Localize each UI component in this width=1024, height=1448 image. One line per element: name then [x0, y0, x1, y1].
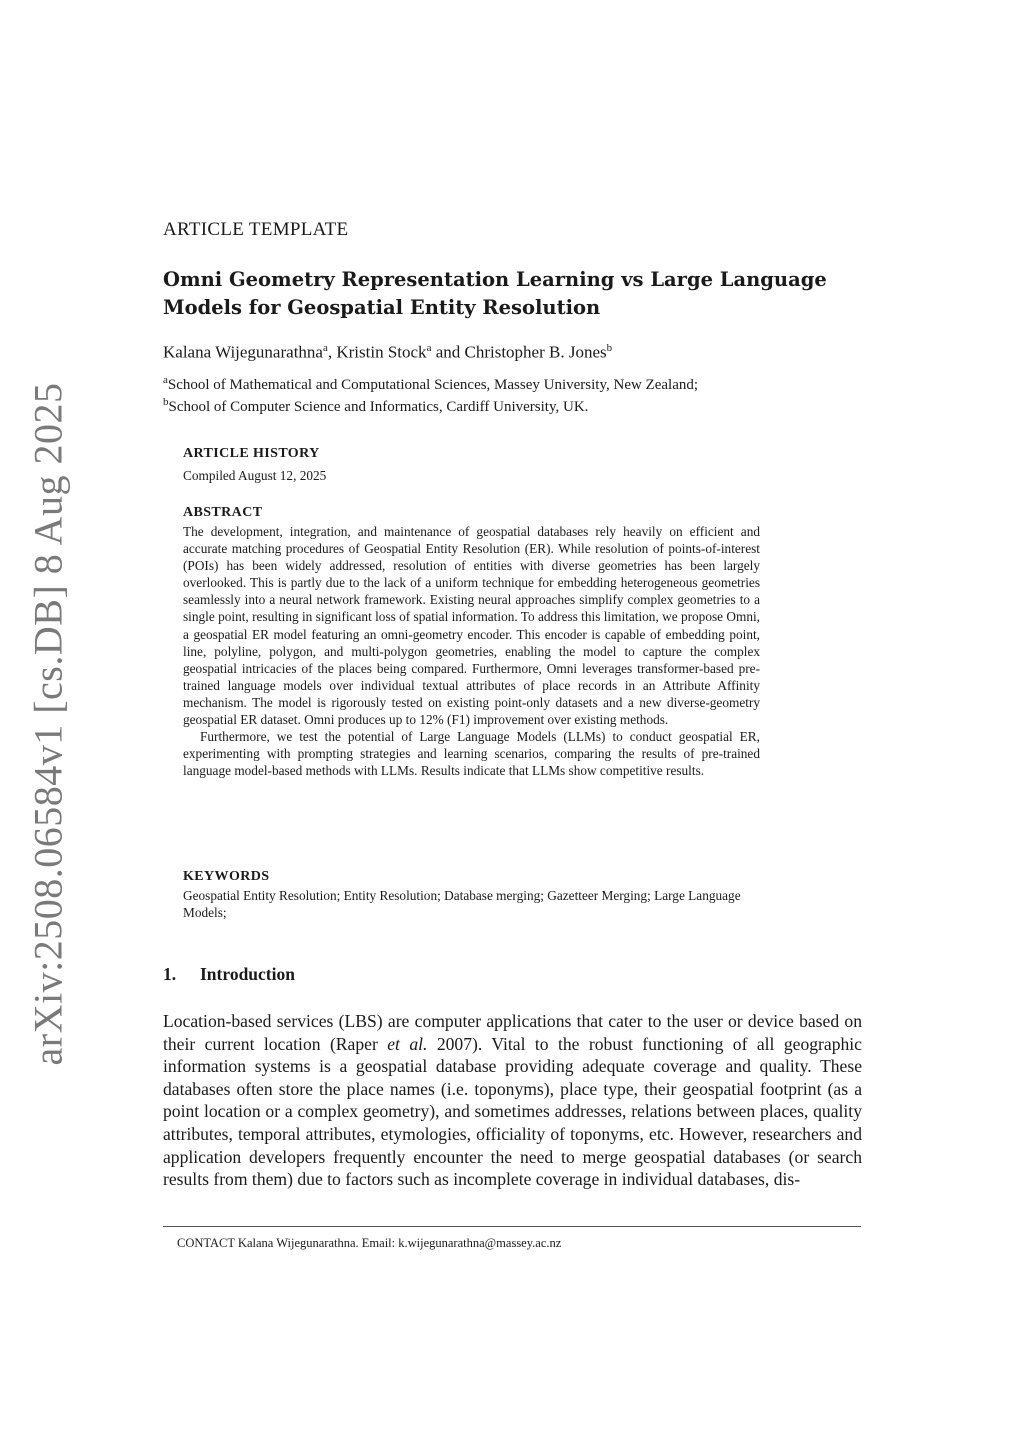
compiled-date: Compiled August 12, 2025	[183, 468, 327, 483]
template-label: ARTICLE TEMPLATE	[163, 219, 349, 240]
author-separator: ,	[327, 342, 337, 362]
affiliation-text: School of Computer Science and Informatics, Cardiff University, UK.	[168, 399, 589, 415]
abstract-paragraph: The development, integration, and maintenance of geospatial databases rely heavily on efficient and accurate matching procedures of Geospatial Entity Resolution (ER). While resolution of points-of-interest (POIs) has been widely addressed, resolution of entities with diverse geometries has been largely overlooked. This is partly due to the lack of a uniform technique for embedding heterogeneous geometries seamlessly into a neural network framework. Existing neural approaches simplify complex geometries to a single point, resulting in significant loss of spatial information. To address this limitation, we propose Omni, a geospatial ER model featuring an omni-geometry encoder. This encoder is capable of embedding point, line, polyline, polygon, and multi-polygon geometries, enabling the model to capture the complex geospatial intricacies of the places being compared. Furthermore, Omni leverages transformer-based pre-trained language models over individual textual attributes of place records in an Attribute Affinity mechanism. The model is rigorously tested on existing point-only datasets and a new diverse-geometry geospatial ER dataset. Omni produces up to 12% (F1) improvement over existing methods.	[183, 524, 760, 728]
affiliation-mark: b	[606, 342, 613, 354]
introduction-paragraph	[163, 1010, 862, 1191]
affiliation-mark: a	[163, 374, 168, 386]
abstract-heading: ABSTRACT	[183, 505, 263, 520]
affiliation-mark: a	[426, 342, 432, 354]
keywords-list: Geospatial Entity Resolution; Entity Resolution; Database merging; Gazetteer Merging; Large Language Models;	[183, 888, 741, 921]
author-list	[163, 342, 612, 363]
author-name: Kristin Stock	[336, 342, 427, 362]
intro-text-part: Location-based services (LBS) are computer applications that cater to the user or device based on their current location (Raper	[163, 1011, 862, 1054]
affiliation-a	[163, 374, 698, 394]
paper-title: Omni Geometry Representation Learning vs Large Language Models for Geospatial Entity Resolution	[163, 268, 827, 319]
article-history-heading: ARTICLE HISTORY	[183, 446, 320, 461]
keywords-heading: KEYWORDS	[183, 869, 270, 884]
intro-text-part: 2007). Vital to the robust functioning of all geographic information systems is a geospatial database providing adequate coverage and quality. These databases often store the place names (i.e. toponyms), place type, their geospatial footprint (as a point location or a complex geometry), and sometimes addresses, relations between places, quality attributes, temporal attributes, etymologies, officiality of toponyms, etc. However, researchers and application developers frequently encounter the need to merge geospatial databases (or search results from them) due to factors such as incomplete coverage in individual databases, dis-	[163, 1033, 862, 1190]
arxiv-identifier: arXiv:2508.06584v1 [cs.DB] 8 Aug 2025	[25, 382, 71, 1066]
footnote-divider	[163, 1226, 861, 1227]
section-title: Introduction	[200, 964, 295, 984]
abstract-paragraph: Furthermore, we test the potential of Large Language Models (LLMs) to conduct geospatial ER, experimenting with prompting strategies and learning scenarios, comparing the results of pre-trained language model-based methods with LLMs. Results indicate that LLMs show competitive results.	[183, 729, 760, 779]
section-heading	[163, 964, 295, 985]
affiliation-text: School of Mathematical and Computational Sciences, Massey University, New Zealand;	[167, 377, 699, 393]
citation-et-al: et al.	[387, 1033, 428, 1054]
section-number: 1.	[163, 964, 177, 984]
author-name: Christopher B. Jones	[464, 342, 607, 362]
author-name: Kalana Wijegunarathna	[163, 342, 323, 362]
affiliation-b	[163, 396, 588, 416]
contact-footnote: CONTACT Kalana Wijegunarathna. Email: k.wijegunarathna@massey.ac.nz	[177, 1236, 562, 1250]
abstract-body	[183, 523, 760, 779]
affiliation-mark: b	[163, 396, 169, 408]
affiliation-mark: a	[322, 342, 328, 354]
author-separator: and	[431, 342, 465, 362]
